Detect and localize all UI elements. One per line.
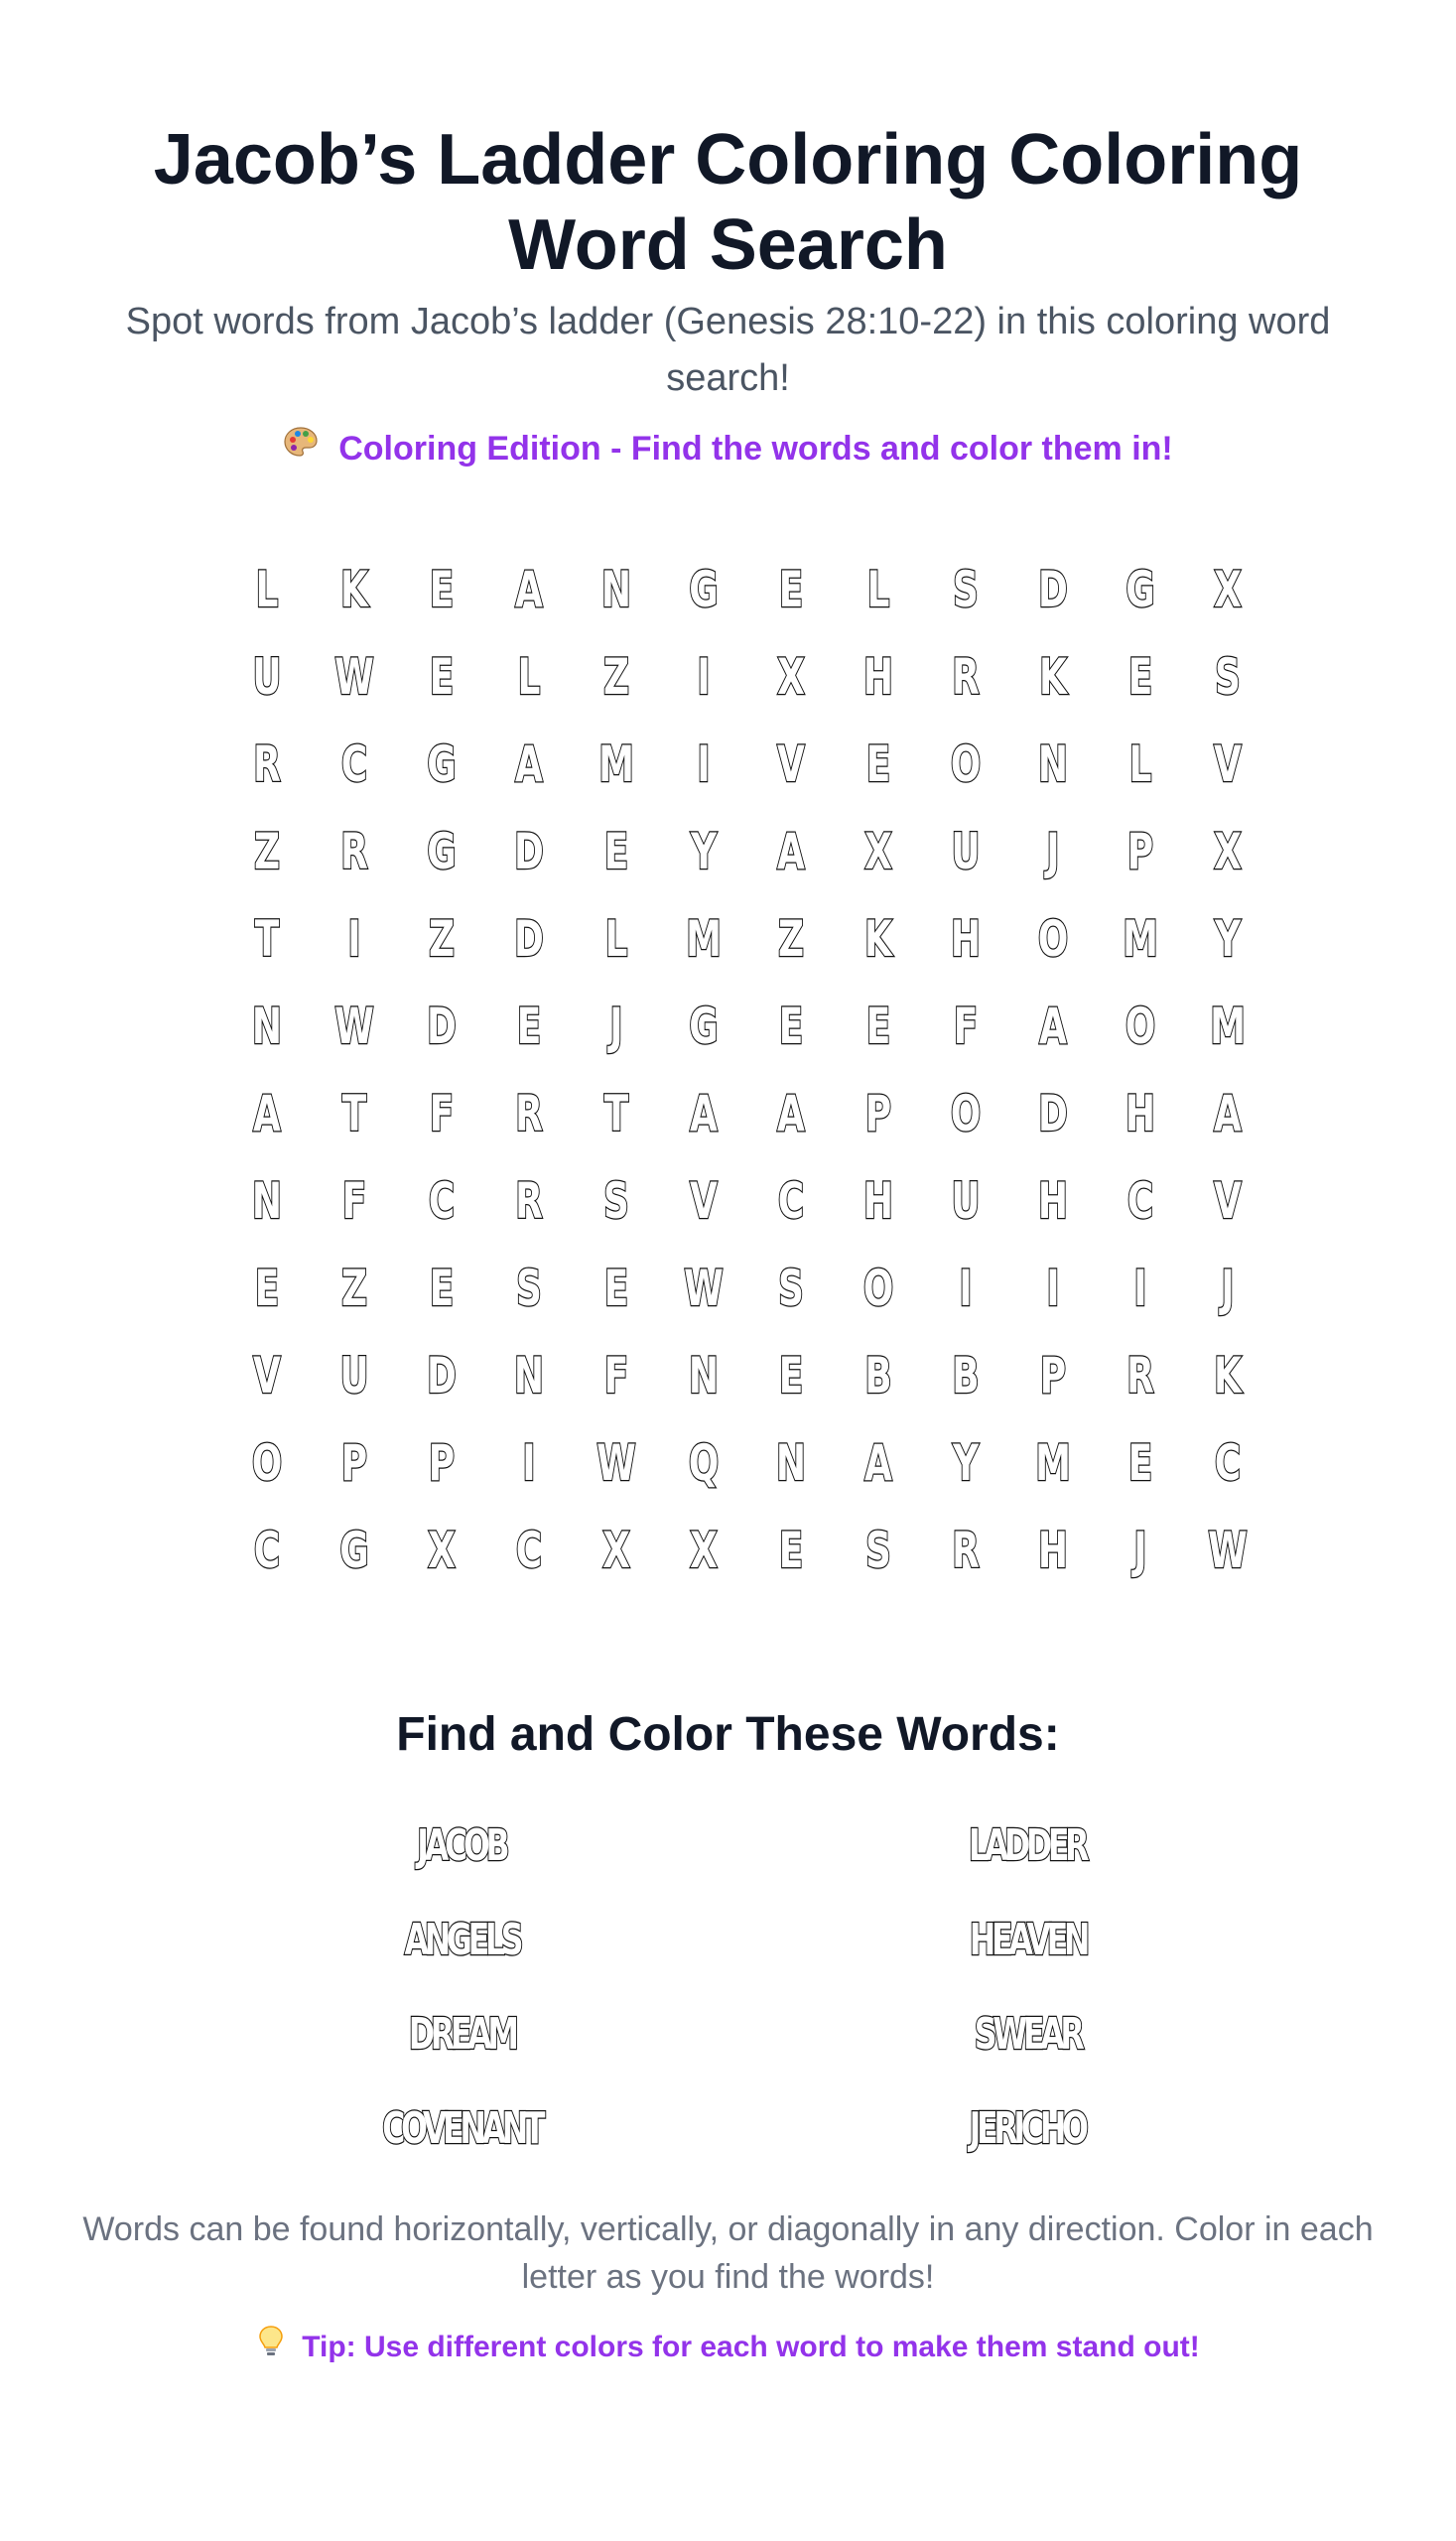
grid-cell[interactable]: P xyxy=(428,1434,456,1492)
grid-cell[interactable]: X xyxy=(1214,823,1242,880)
grid-cell[interactable]: H xyxy=(862,648,894,706)
grid-cell[interactable]: U xyxy=(339,1347,369,1404)
grid-cell[interactable]: E xyxy=(778,998,804,1055)
grid-cell[interactable]: D xyxy=(427,1347,457,1404)
grid-cell[interactable]: R xyxy=(515,1085,543,1142)
grid-cell[interactable]: C xyxy=(428,1172,456,1230)
grid-cell[interactable]: Z xyxy=(602,648,630,706)
grid-cell[interactable]: E xyxy=(865,998,891,1055)
grid-cell[interactable]: F xyxy=(429,1085,455,1142)
grid-cell[interactable]: V xyxy=(253,1347,281,1404)
grid-cell[interactable]: A xyxy=(690,1085,718,1142)
grid-cell[interactable]: M xyxy=(1123,910,1158,968)
grid-cell[interactable]: P xyxy=(1126,823,1154,880)
grid-cell[interactable]: G xyxy=(1125,561,1155,618)
grid-cell[interactable]: L xyxy=(604,910,628,968)
grid-cell[interactable]: S xyxy=(865,1522,891,1579)
grid-cell[interactable]: V xyxy=(1214,736,1242,793)
grid-cell[interactable]: N xyxy=(688,1347,720,1404)
grid-cell[interactable]: X xyxy=(690,1522,718,1579)
grid-cell[interactable]: E xyxy=(429,1260,455,1317)
word-label: JACOB xyxy=(417,1820,506,1871)
grid-cell[interactable]: A xyxy=(1214,1085,1242,1142)
word-list-item xyxy=(179,2081,744,2176)
grid-cell[interactable]: E xyxy=(778,561,804,618)
tip-banner xyxy=(0,2325,1456,2367)
grid-cell[interactable]: M xyxy=(598,736,634,793)
grid-cell[interactable]: D xyxy=(1038,561,1068,618)
page-title: Jacob’s Ladder Coloring Coloring Word Search xyxy=(153,120,1303,285)
word-list-item xyxy=(179,1987,744,2081)
word-list-heading: Find and Color These Words: xyxy=(396,1708,1060,1761)
word-label: COVENANT xyxy=(381,2103,542,2154)
grid-cell[interactable]: Y xyxy=(690,823,718,880)
grid-cell[interactable]: H xyxy=(1037,1522,1069,1579)
grid-cell[interactable]: V xyxy=(1214,1172,1242,1230)
grid-cell[interactable]: E xyxy=(1127,1434,1153,1492)
grid-cell[interactable]: B xyxy=(864,1347,892,1404)
grid-cell[interactable]: M xyxy=(1210,998,1246,1055)
grid-cell[interactable]: V xyxy=(690,1172,718,1230)
grid-cell[interactable]: X xyxy=(1214,561,1242,618)
grid-cell[interactable]: H xyxy=(950,910,982,968)
grid-cell[interactable]: H xyxy=(1037,1172,1069,1230)
grid-cell[interactable]: S xyxy=(778,1260,804,1317)
grid-cell[interactable]: J xyxy=(1133,1522,1147,1579)
grid-cell[interactable]: R xyxy=(340,823,368,880)
grid-cell[interactable]: I xyxy=(1046,1260,1060,1317)
grid-cell[interactable]: M xyxy=(686,910,722,968)
grid-cell[interactable]: O xyxy=(862,1260,894,1317)
grid-cell[interactable]: U xyxy=(951,823,981,880)
grid-cell[interactable]: Z xyxy=(428,910,456,968)
tip-text: Tip: Use different colors for each word to make them stand out! xyxy=(302,2331,1200,2363)
grid-cell[interactable]: G xyxy=(427,736,457,793)
grid-cell[interactable]: H xyxy=(862,1172,894,1230)
grid-cell[interactable]: R xyxy=(952,648,980,706)
word-label: HEAVEN xyxy=(969,1915,1086,1965)
instructions-text: Words can be found horizontally, vertically, or diagonally in any direction. Color in each letter as you find the words! xyxy=(82,2210,1374,2296)
grid-cell[interactable]: A xyxy=(777,823,805,880)
grid-cell[interactable]: N xyxy=(513,1347,545,1404)
grid-cell[interactable]: O xyxy=(950,1085,982,1142)
grid-cell[interactable]: Z xyxy=(777,910,805,968)
grid-cell[interactable]: S xyxy=(1215,648,1241,706)
grid-cell[interactable]: W xyxy=(1208,1522,1248,1579)
grid-cell[interactable]: E xyxy=(865,736,891,793)
word-label: LADDER xyxy=(969,1820,1086,1871)
grid-cell[interactable]: P xyxy=(864,1085,892,1142)
grid-cell[interactable]: N xyxy=(251,1172,283,1230)
grid-cell[interactable]: U xyxy=(951,1172,981,1230)
word-label: DREAM xyxy=(408,2009,515,2060)
word-list-item xyxy=(744,2081,1310,2176)
grid-cell[interactable]: S xyxy=(603,1172,629,1230)
grid-cell[interactable]: E xyxy=(516,998,542,1055)
grid-cell[interactable]: K xyxy=(864,910,892,968)
grid-cell[interactable]: F xyxy=(341,1172,367,1230)
grid-cell[interactable]: D xyxy=(514,910,544,968)
grid-cell[interactable]: O xyxy=(1125,998,1156,1055)
grid-cell[interactable]: O xyxy=(950,736,982,793)
grid-cell[interactable]: V xyxy=(777,736,805,793)
grid-cell[interactable]: G xyxy=(339,1522,369,1579)
grid-cell[interactable]: I xyxy=(697,648,711,706)
grid-cell[interactable]: J xyxy=(1221,1260,1235,1317)
grid-cell[interactable]: X xyxy=(864,823,892,880)
grid-cell[interactable]: L xyxy=(517,648,541,706)
page-subtitle: Spot words from Jacob’s ladder (Genesis 28:10-22) in this coloring word search! xyxy=(125,301,1331,399)
grid-cell[interactable]: J xyxy=(609,998,623,1055)
grid-cell[interactable]: I xyxy=(959,1260,973,1317)
grid-cell[interactable]: D xyxy=(427,998,457,1055)
grid-cell[interactable]: N xyxy=(600,561,632,618)
grid-cell[interactable]: C xyxy=(253,1522,281,1579)
grid-cell[interactable]: S xyxy=(953,561,979,618)
grid-cell[interactable]: A xyxy=(515,561,543,618)
grid-cell[interactable]: R xyxy=(515,1172,543,1230)
grid-cell[interactable]: R xyxy=(952,1522,980,1579)
grid-cell[interactable]: P xyxy=(1039,1347,1067,1404)
grid-cell[interactable]: E xyxy=(429,561,455,618)
grid-cell[interactable]: T xyxy=(603,1085,629,1142)
grid-cell[interactable]: E xyxy=(429,648,455,706)
grid-cell[interactable]: R xyxy=(1126,1347,1154,1404)
grid-cell[interactable]: C xyxy=(515,1522,543,1579)
grid-cell[interactable]: C xyxy=(340,736,368,793)
grid-cell[interactable]: D xyxy=(1038,1085,1068,1142)
grid-cell[interactable]: I xyxy=(522,1434,536,1492)
word-list-item xyxy=(744,1893,1310,1987)
grid-cell[interactable]: N xyxy=(1037,736,1069,793)
grid-cell[interactable]: K xyxy=(340,561,368,618)
grid-cell[interactable]: I xyxy=(347,910,361,968)
grid-cell[interactable]: G xyxy=(689,998,719,1055)
grid-cell[interactable]: W xyxy=(684,1260,724,1317)
grid-cell[interactable]: I xyxy=(1133,1260,1147,1317)
grid-cell[interactable]: O xyxy=(251,1434,283,1492)
grid-cell[interactable]: X xyxy=(428,1522,456,1579)
grid-cell[interactable]: M xyxy=(1035,1434,1071,1492)
grid-cell[interactable]: A xyxy=(515,736,543,793)
word-list-item xyxy=(744,1799,1310,1893)
grid-cell[interactable]: W xyxy=(334,998,374,1055)
grid-cell[interactable]: X xyxy=(602,1522,630,1579)
grid-cell[interactable]: A xyxy=(1039,998,1067,1055)
grid-cell[interactable]: Z xyxy=(340,1260,368,1317)
grid-cell[interactable]: F xyxy=(603,1347,629,1404)
grid-cell[interactable]: H xyxy=(1125,1085,1156,1142)
grid-cell[interactable]: N xyxy=(251,998,283,1055)
grid-cell[interactable]: F xyxy=(953,998,979,1055)
grid-cell[interactable]: K xyxy=(1214,1347,1242,1404)
grid-cell[interactable]: U xyxy=(252,648,282,706)
grid-cell[interactable]: W xyxy=(596,1434,636,1492)
word-label: SWEAR xyxy=(974,2009,1081,2060)
grid-cell[interactable]: J xyxy=(1046,823,1060,880)
word-list-item xyxy=(744,1987,1310,2081)
grid-cell[interactable]: A xyxy=(777,1085,805,1142)
word-search-grid xyxy=(223,546,1271,1594)
grid-cell[interactable]: T xyxy=(254,910,280,968)
grid-cell[interactable]: Q xyxy=(688,1434,720,1492)
word-list-item xyxy=(179,1893,744,1987)
grid-cell[interactable]: C xyxy=(1214,1434,1242,1492)
grid-cell[interactable]: E xyxy=(778,1347,804,1404)
grid-cell[interactable]: E xyxy=(603,823,629,880)
grid-cell[interactable]: S xyxy=(516,1260,542,1317)
edition-banner xyxy=(0,427,1456,470)
grid-cell[interactable]: N xyxy=(775,1434,807,1492)
grid-cell[interactable]: G xyxy=(689,561,719,618)
grid-cell[interactable]: Y xyxy=(1214,910,1242,968)
grid-cell[interactable]: Y xyxy=(952,1434,980,1492)
grid-cell[interactable]: L xyxy=(1128,736,1152,793)
lightbulb-icon xyxy=(256,2325,286,2367)
grid-cell[interactable]: D xyxy=(514,823,544,880)
grid-cell[interactable]: K xyxy=(1039,648,1067,706)
grid-cell[interactable]: A xyxy=(864,1434,892,1492)
grid-cell[interactable]: Z xyxy=(253,823,281,880)
grid-cell[interactable]: A xyxy=(253,1085,281,1142)
grid-cell[interactable]: X xyxy=(777,648,805,706)
word-label: ANGELS xyxy=(404,1915,519,1965)
grid-cell[interactable]: R xyxy=(253,736,281,793)
grid-cell[interactable]: P xyxy=(340,1434,368,1492)
grid-cell[interactable]: G xyxy=(427,823,457,880)
grid-cell[interactable]: E xyxy=(603,1260,629,1317)
grid-cell[interactable]: L xyxy=(866,561,890,618)
word-list-item xyxy=(179,1799,744,1893)
grid-cell[interactable]: W xyxy=(334,648,374,706)
edition-text: Coloring Edition - Find the words and color them in! xyxy=(338,430,1173,468)
word-label: JERICHO xyxy=(969,2103,1086,2154)
grid-cell[interactable]: L xyxy=(255,561,279,618)
grid-cell[interactable]: E xyxy=(254,1260,280,1317)
grid-cell[interactable]: C xyxy=(777,1172,805,1230)
grid-cell[interactable]: E xyxy=(1127,648,1153,706)
grid-cell[interactable]: C xyxy=(1126,1172,1154,1230)
grid-cell[interactable]: B xyxy=(952,1347,980,1404)
grid-cell[interactable]: I xyxy=(697,736,711,793)
grid-cell[interactable]: O xyxy=(1037,910,1069,968)
grid-cell[interactable]: E xyxy=(778,1522,804,1579)
word-list xyxy=(179,1799,1310,2176)
grid-cell[interactable]: T xyxy=(341,1085,367,1142)
palette-icon xyxy=(283,425,319,468)
